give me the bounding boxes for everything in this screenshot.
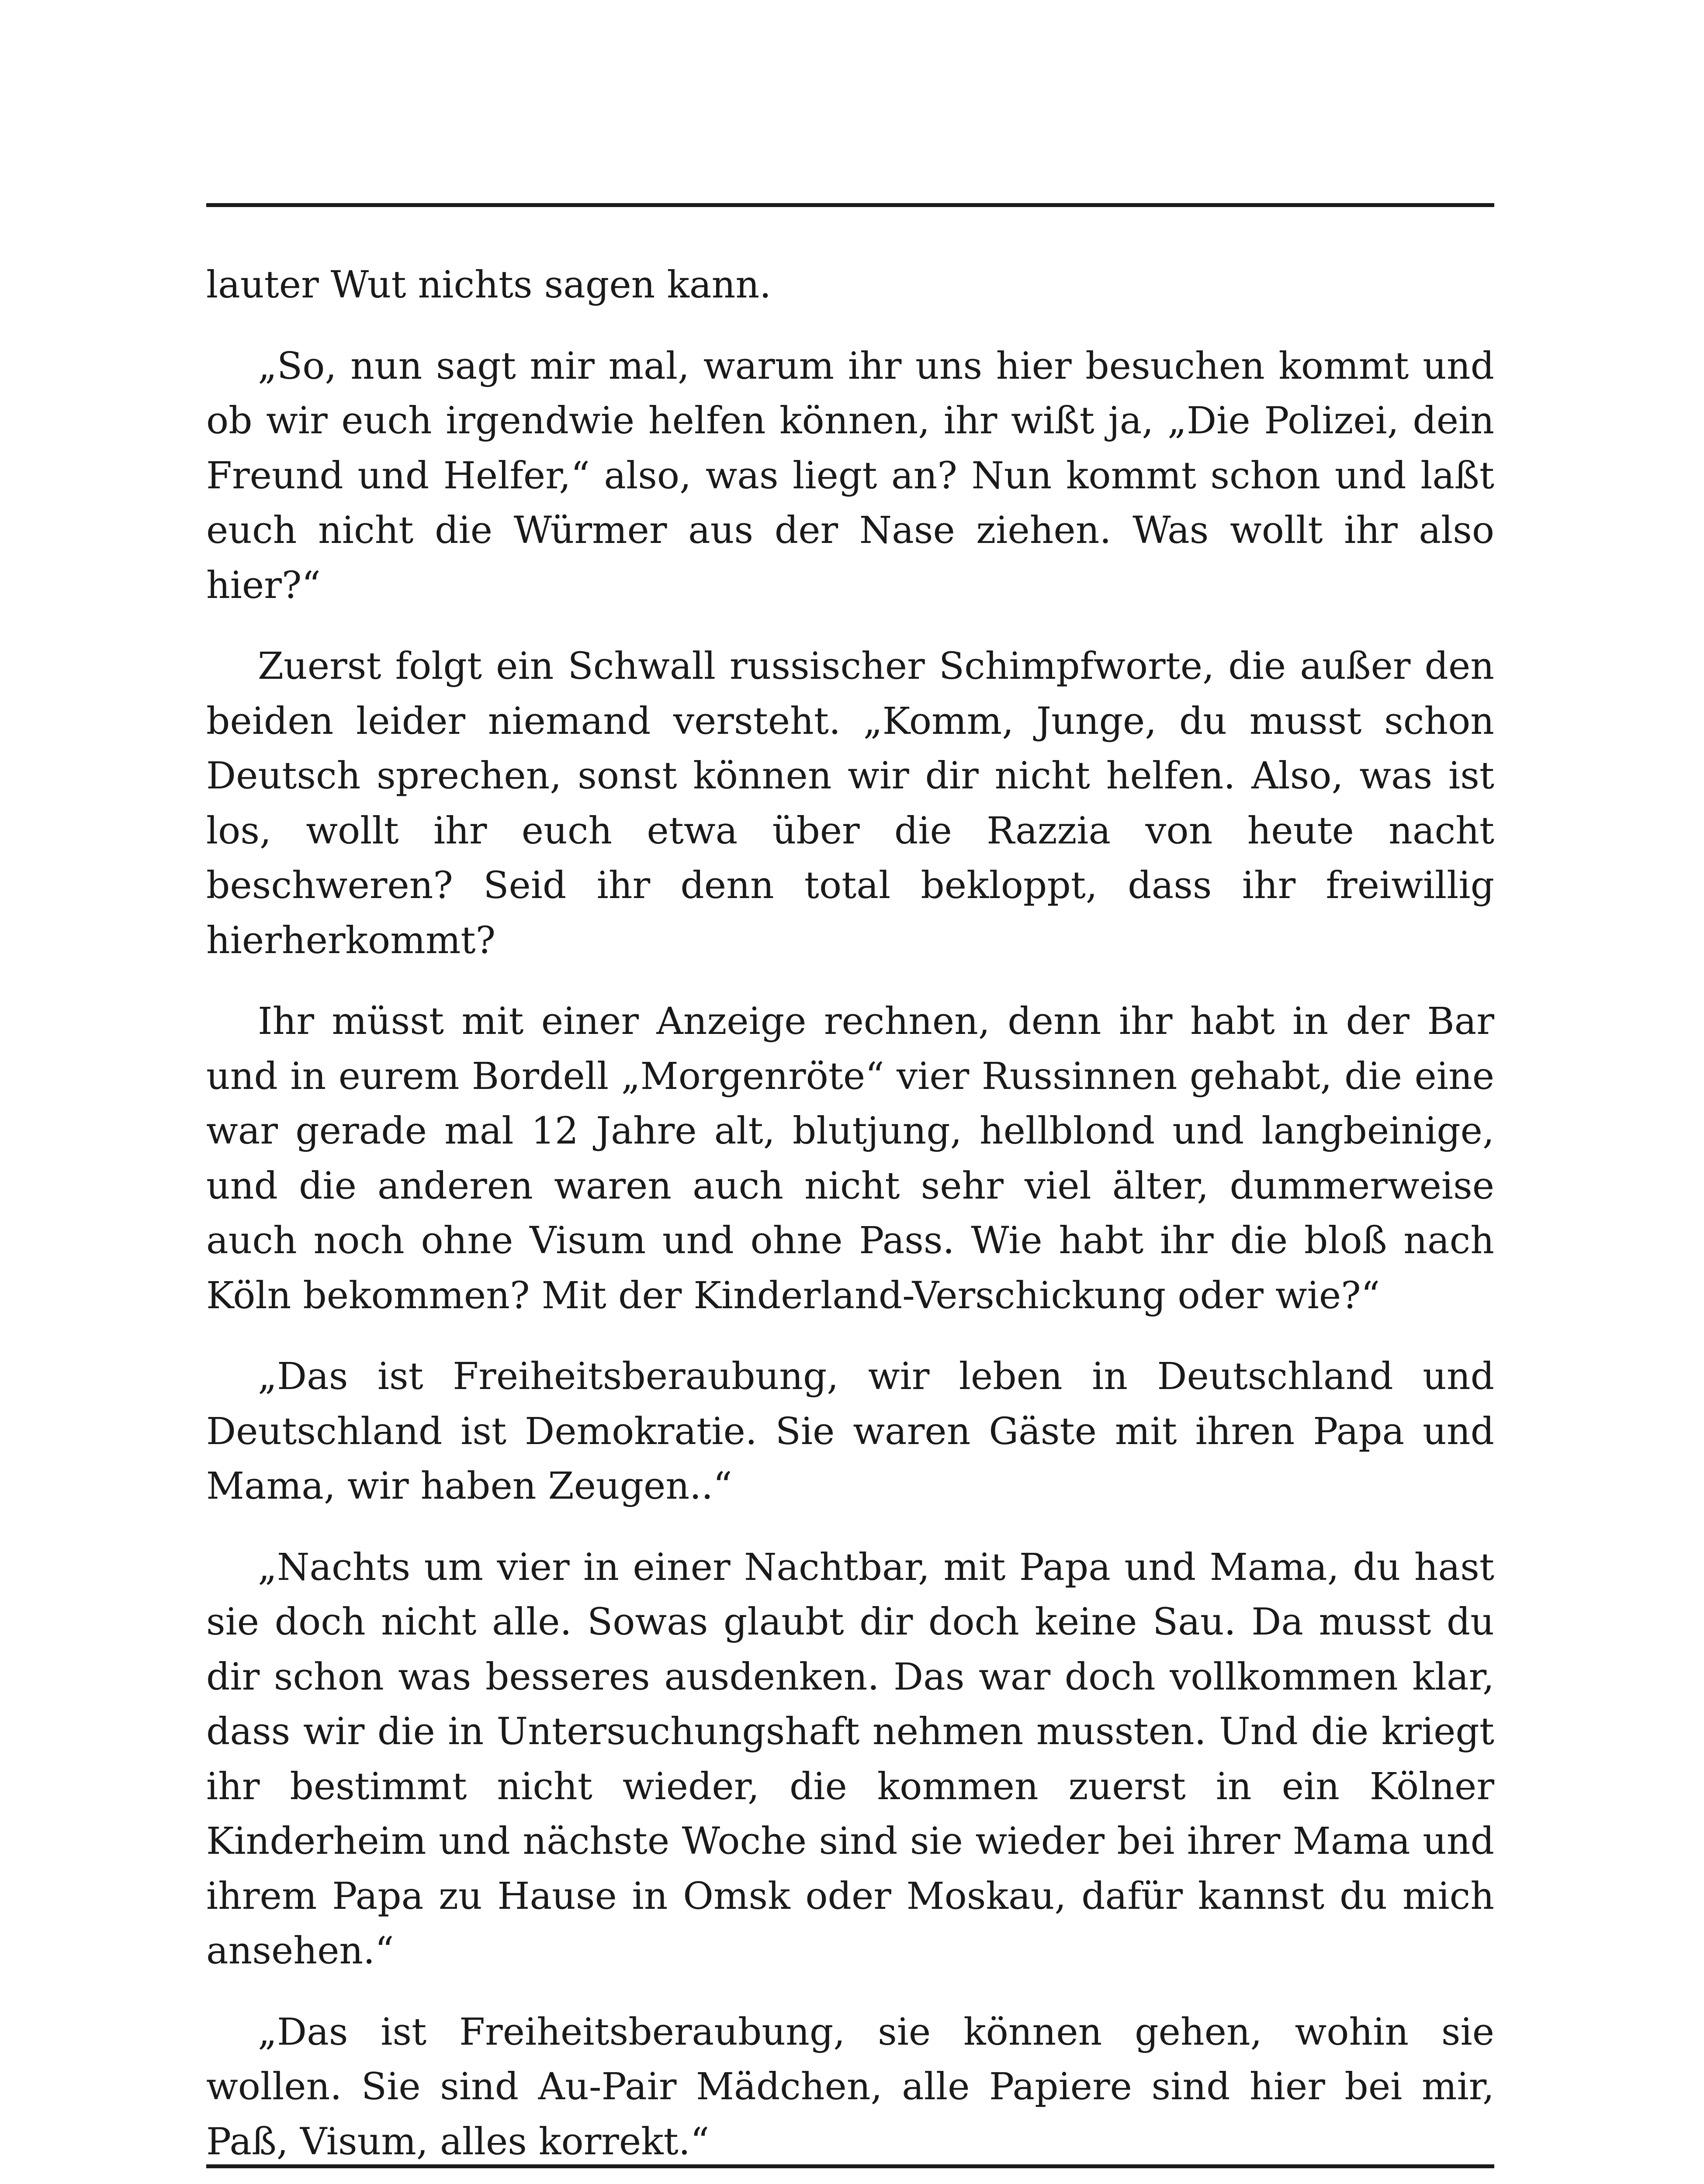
- footer-rule: [206, 2164, 1494, 2168]
- paragraph-5: „Das ist Freiheitsberaubung, wir leben in Deutschland und Deutschland ist Demokratie. Sie waren Gäste mit ihren Papa und Mama, wir haben Zeugen..“: [206, 1355, 1494, 1508]
- body-text: [206, 258, 1494, 2169]
- header-rule: [206, 203, 1494, 207]
- paragraph-4: Ihr müsst mit einer Anzeige rechnen, denn ihr habt in der Bar und in eurem Bordell „Morgenröte“ vier Russinnen gehabt, die eine war gerade mal 12 Jahre alt, blutjung, hellblond und langbeinige, und die anderen waren auch nicht sehr viel älter, dummerweise auch noch ohne Visum und ohne Pass. Wie habt ihr die bloß nach Köln bekommen? Mit der Kinderland-Verschickung oder wie?“: [206, 1000, 1494, 1317]
- paragraph-7: „Das ist Freiheitsberaubung, sie können gehen, wohin sie wollen. Sie sind Au-Pair Mädchen, alle Papiere sind hier bei mir, Paß, Visum, alles korrekt.“: [206, 2010, 1494, 2163]
- paragraph-6: „Nachts um vier in einer Nachtbar, mit Papa und Mama, du hast sie doch nicht alle. Sowas glaubt dir doch keine Sau. Da musst du dir schon was besseres ausdenken. Das war doch vollkommen klar, dass wir die in Untersuchungshaft nehmen mussten. Und die kriegt ihr bestimmt nicht wieder, die kommen zuerst in ein Kölner Kinderheim und nächste Woche sind sie wieder bei ihrer Mama und ihrem Papa zu Hause in Omsk oder Moskau, dafür kannst du mich ansehen.“: [206, 1545, 1494, 1973]
- paragraph-3: Zuerst folgt ein Schwall russischer Schimpfworte, die außer den beiden leider niemand versteht. „Komm, Junge, du musst schon Deutsch sprechen, sonst können wir dir nicht helfen. Also, was ist los, wollt ihr euch etwa über die Razzia von heute nacht beschweren? Seid ihr denn total bekloppt, dass ihr freiwillig hierherkommt?: [206, 645, 1494, 962]
- paragraph-1: lauter Wut nichts sagen kann.: [206, 263, 772, 307]
- paragraph-2: „So, nun sagt mir mal, warum ihr uns hier besuchen kommt und ob wir euch irgendwie helfen können, ihr wißt ja, „Die Polizei, dein Freund und Helfer,“ also, was liegt an? Nun kommt schon und laßt euch nicht die Würmer aus der Nase ziehen. Was wollt ihr also hier?“: [206, 344, 1494, 607]
